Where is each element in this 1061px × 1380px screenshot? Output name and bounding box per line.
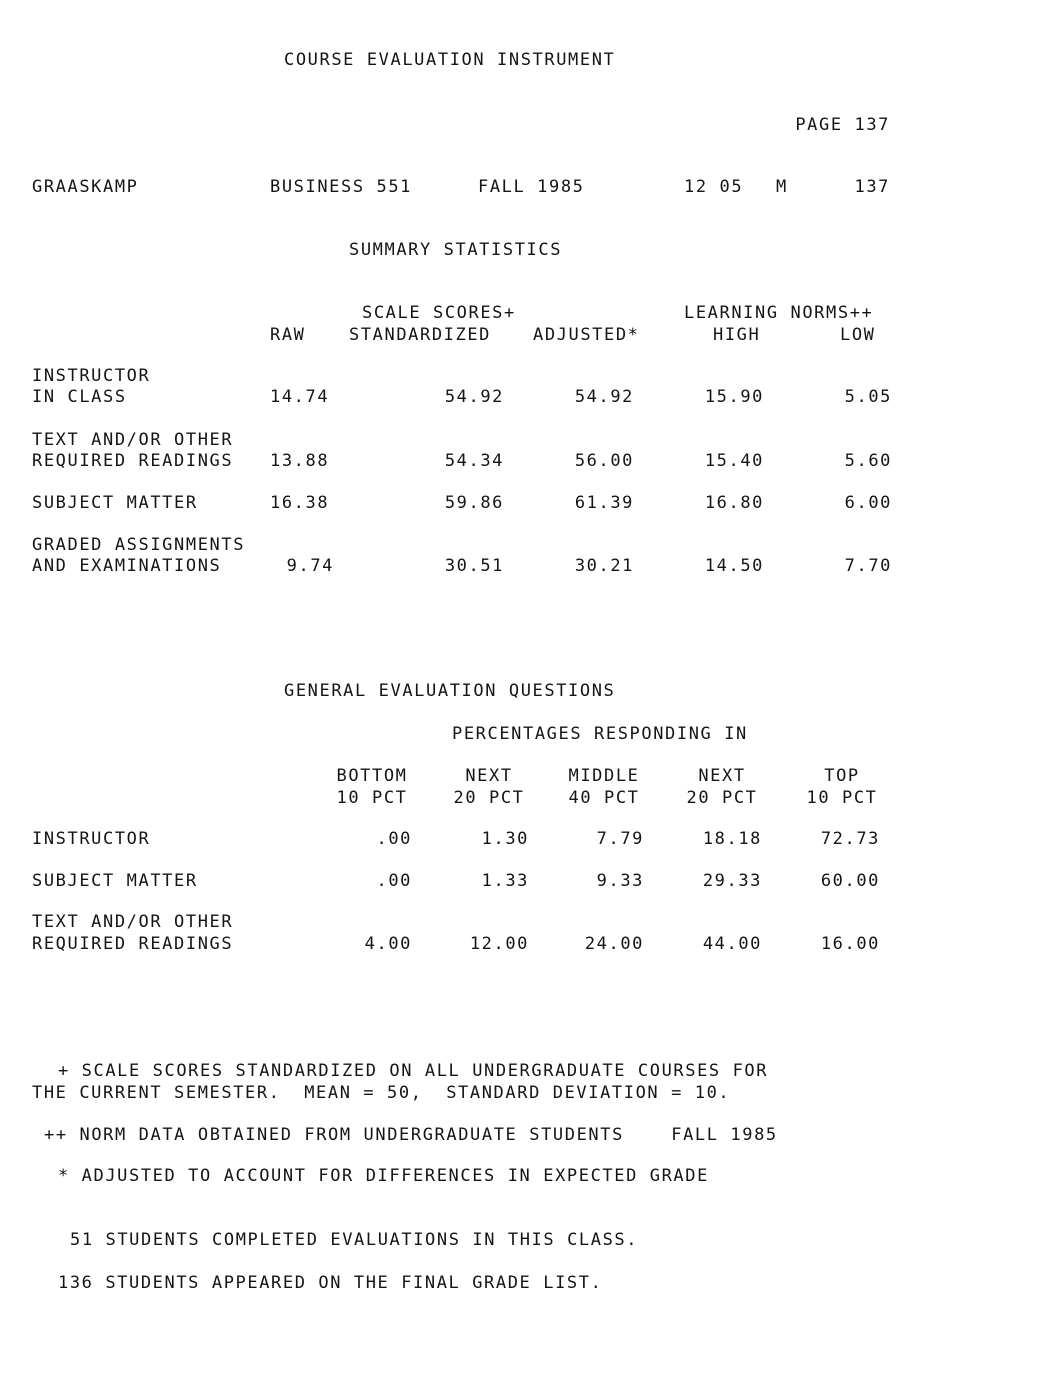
col-header-bottom-10-pct: 10 PCT — [336, 788, 408, 808]
norm-high: 15.90 — [704, 387, 764, 407]
col-header-next-20b-pct: 20 PCT — [686, 788, 758, 808]
course-number: 137 — [854, 177, 890, 197]
col-header-bottom-10: BOTTOM — [336, 766, 408, 786]
general-subtitle: PERCENTAGES RESPONDING IN — [452, 724, 748, 744]
standardized-score: 54.34 — [444, 451, 504, 471]
row-label-continued: REQUIRED READINGS — [32, 934, 234, 954]
scale-scores-group-header: SCALE SCORES+ — [362, 303, 516, 323]
raw-score: 14.74 — [270, 387, 330, 407]
norm-high: 15.40 — [704, 451, 764, 471]
adjusted-score: 30.21 — [574, 556, 634, 576]
students-completed: 51 STUDENTS COMPLETED EVALUATIONS IN THIS CLASS. — [70, 1230, 639, 1250]
col-header-top-10: TOP — [824, 766, 860, 786]
row-label-continued: IN CLASS — [32, 387, 127, 407]
col-header-low: LOW — [840, 325, 876, 345]
document-title: COURSE EVALUATION INSTRUMENT — [284, 50, 616, 70]
row-label: SUBJECT MATTER — [32, 871, 198, 891]
pct-next-20b: 18.18 — [702, 829, 762, 849]
col-header-next-20: NEXT — [465, 766, 513, 786]
row-label: TEXT AND/OR OTHER — [32, 430, 234, 450]
footnote-norm-data: ++ NORM DATA OBTAINED FROM UNDERGRADUATE STUDENTS FALL 1985 — [44, 1125, 778, 1145]
col-header-adjusted: ADJUSTED* — [533, 325, 640, 345]
pct-next-20: 1.33 — [481, 871, 529, 891]
col-header-top-10-pct: 10 PCT — [806, 788, 878, 808]
section-code: 12 05 — [684, 177, 744, 197]
col-header-raw: RAW — [270, 325, 306, 345]
instructor-name: GRAASKAMP — [32, 177, 139, 197]
footnote-scale-scores-continued: THE CURRENT SEMESTER. MEAN = 50, STANDARD DEVIATION = 10. — [32, 1083, 731, 1103]
standardized-score: 59.86 — [444, 493, 504, 513]
pct-next-20b: 29.33 — [702, 871, 762, 891]
norm-low: 5.05 — [844, 387, 892, 407]
col-header-middle-40-pct: 40 PCT — [568, 788, 640, 808]
footnote-scale-scores: + SCALE SCORES STANDARDIZED ON ALL UNDERGRADUATE COURSES FOR — [58, 1061, 769, 1081]
norm-low: 6.00 — [844, 493, 892, 513]
section-flag: M — [776, 177, 788, 197]
row-label: TEXT AND/OR OTHER — [32, 912, 234, 932]
adjusted-score: 61.39 — [574, 493, 634, 513]
raw-score: 16.38 — [270, 493, 330, 513]
col-header-high: HIGH — [713, 325, 761, 345]
row-label: INSTRUCTOR — [32, 829, 151, 849]
norm-low: 5.60 — [844, 451, 892, 471]
pct-middle-40: 7.79 — [596, 829, 644, 849]
raw-score: 9.74 — [286, 556, 334, 576]
pct-bottom-10: 4.00 — [364, 934, 412, 954]
raw-score: 13.88 — [270, 451, 330, 471]
summary-title: SUMMARY STATISTICS — [349, 240, 563, 260]
row-label-continued: AND EXAMINATIONS — [32, 556, 222, 576]
pct-bottom-10: .00 — [376, 829, 412, 849]
students-appeared: 136 STUDENTS APPEARED ON THE FINAL GRADE LIST. — [58, 1273, 603, 1293]
standardized-score: 30.51 — [444, 556, 504, 576]
general-title: GENERAL EVALUATION QUESTIONS — [284, 681, 616, 701]
col-header-next-20b: NEXT — [698, 766, 746, 786]
col-header-next-20-pct: 20 PCT — [453, 788, 525, 808]
pct-middle-40: 9.33 — [596, 871, 644, 891]
col-header-standardized: STANDARDIZED — [349, 325, 492, 345]
pct-next-20: 12.00 — [469, 934, 529, 954]
course-name: BUSINESS 551 — [270, 177, 413, 197]
pct-middle-40: 24.00 — [584, 934, 644, 954]
norm-high: 16.80 — [704, 493, 764, 513]
row-label-continued: REQUIRED READINGS — [32, 451, 234, 471]
adjusted-score: 56.00 — [574, 451, 634, 471]
pct-next-20: 1.30 — [481, 829, 529, 849]
term: FALL 1985 — [478, 177, 585, 197]
page-label: PAGE 137 — [795, 115, 890, 135]
col-header-middle-40: MIDDLE — [568, 766, 640, 786]
pct-bottom-10: .00 — [376, 871, 412, 891]
norm-high: 14.50 — [704, 556, 764, 576]
pct-top-10: 16.00 — [820, 934, 880, 954]
norm-low: 7.70 — [844, 556, 892, 576]
footnote-adjusted: * ADJUSTED TO ACCOUNT FOR DIFFERENCES IN EXPECTED GRADE — [58, 1166, 709, 1186]
adjusted-score: 54.92 — [574, 387, 634, 407]
row-label: INSTRUCTOR — [32, 366, 151, 386]
standardized-score: 54.92 — [444, 387, 504, 407]
row-label: GRADED ASSIGNMENTS — [32, 535, 246, 555]
pct-top-10: 60.00 — [820, 871, 880, 891]
pct-next-20b: 44.00 — [702, 934, 762, 954]
pct-top-10: 72.73 — [820, 829, 880, 849]
learning-norms-group-header: LEARNING NORMS++ — [684, 303, 874, 323]
row-label: SUBJECT MATTER — [32, 493, 198, 513]
